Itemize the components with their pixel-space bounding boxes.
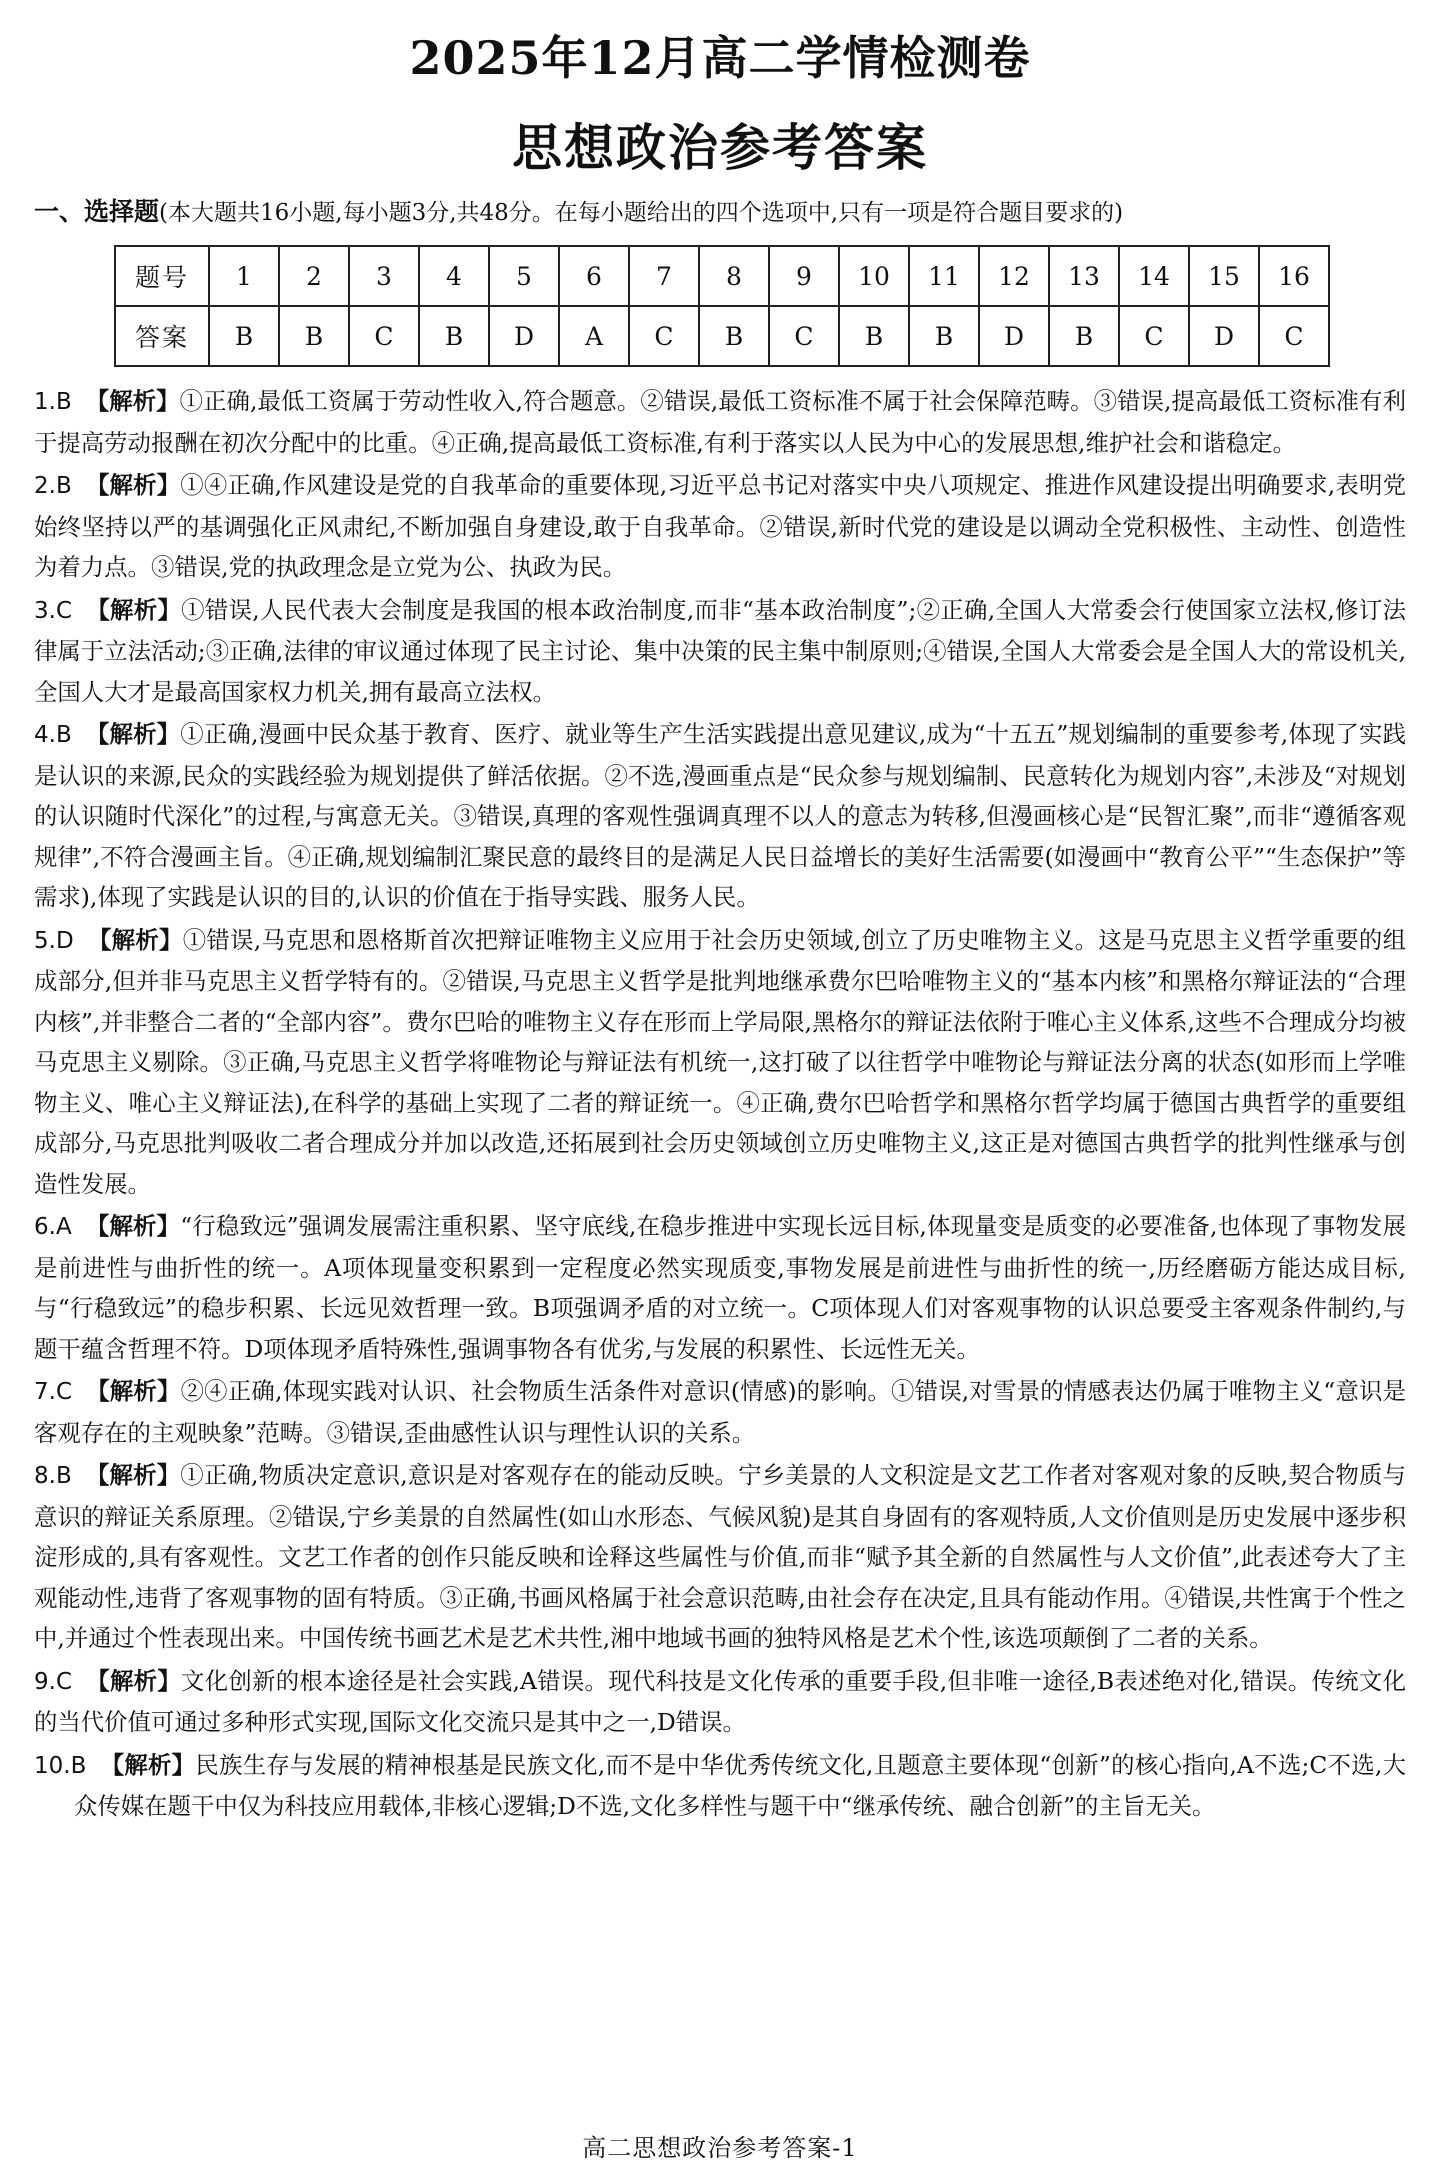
- analysis-text: ①④正确,作风建设是党的自我革命的重要体现,习近平总书记对落实中央八项规定、推进作风建设提出明确要求,表明党始终坚持以严的基调强化正风肃纪,不断加强自身建设,敢于自我革命。②错误,新时代党的建设是以调动全党积极性、主动性、创造性为着力点。③错误,党的执政理念是立党为公、执政为民。: [34, 471, 1406, 581]
- section-heading: [34, 196, 1406, 229]
- question-number: 4.: [34, 722, 56, 748]
- question-number-cell: 5: [489, 246, 559, 306]
- question-answer: B: [55, 389, 72, 415]
- analysis-tag: 【解析】: [86, 595, 182, 624]
- question-number: 10.: [34, 1752, 71, 1779]
- question-number: 7.: [34, 1379, 56, 1405]
- document-title: 2025年12月高二学情检测卷: [409, 31, 1031, 85]
- explanation-item: [34, 920, 1406, 1205]
- question-number-cell: 10: [839, 246, 909, 306]
- analysis-tag: 【解析】: [85, 387, 180, 415]
- answer-cell: A: [559, 306, 629, 366]
- row-label-number: 题号: [115, 246, 209, 306]
- answer-cell: B: [209, 306, 279, 366]
- question-answer: B: [55, 473, 72, 499]
- analysis-tag: 【解析】: [85, 1212, 181, 1240]
- question-number: 5.: [34, 927, 56, 954]
- explanation-item: [34, 1745, 1406, 1827]
- question-number: 8.: [34, 1463, 56, 1489]
- question-answer: C: [55, 1668, 73, 1695]
- answer-cell: D: [979, 306, 1049, 366]
- answer-table-answer-row: [115, 306, 1329, 366]
- document-subtitle: 思想政治参考答案: [512, 118, 928, 177]
- analysis-tag: 【解析】: [100, 1750, 196, 1779]
- question-number: 2.: [34, 473, 56, 499]
- answer-cell: C: [349, 306, 419, 366]
- question-number-cell: 1: [209, 246, 279, 306]
- explanation-item: [34, 1371, 1406, 1453]
- answer-cell: C: [769, 306, 839, 366]
- analysis-tag: 【解析】: [86, 1666, 182, 1695]
- question-number-cell: 12: [979, 246, 1049, 306]
- question-answer: B: [55, 1463, 72, 1489]
- answer-cell: B: [279, 306, 349, 366]
- question-number-cell: 15: [1189, 246, 1259, 306]
- analysis-tag: 【解析】: [85, 720, 181, 748]
- answer-cell: C: [1259, 306, 1329, 366]
- section-note: (本大题共16小题,每小题3分,共48分。在每小题给出的四个选项中,只有一项是符合题目要求的): [159, 200, 1124, 226]
- analysis-text: ①错误,人民代表大会制度是我国的根本政治制度,而非“基本政治制度”;②正确,全国人大常委会行使国家立法权,修订法律属于立法活动;③正确,法律的审议通过体现了民主讨论、集中决策的民主集中制原则;④错误,全国人大常委会是全国人大的常设机关,全国人大才是最高国家权力机关,拥有最高立法权。: [34, 595, 1406, 706]
- explanation-item: [34, 1661, 1406, 1743]
- explanation-item: [34, 1206, 1406, 1369]
- answer-cell: D: [1189, 306, 1259, 366]
- question-number-cell: 9: [769, 246, 839, 306]
- answer-cell: B: [839, 306, 909, 366]
- explanation-list: [34, 381, 1406, 1827]
- analysis-text: 民族生存与发展的精神根基是民族文化,而不是中华优秀传统文化,且题意主要体现“创新”的核心指向,A不选;C不选,大众传媒在题干中仅为科技应用载体,非核心逻辑;D不选,文化多样性与题干中“继承传统、融合创新”的主旨无关。: [74, 1750, 1407, 1820]
- answer-cell: B: [419, 306, 489, 366]
- explanation-item: [34, 590, 1406, 713]
- analysis-text: 文化创新的根本途径是社会实践,A错误。现代科技是文化传承的重要手段,但非唯一途径,B表述绝对化,错误。传统文化的当代价值可通过多种形式实现,国际文化交流只是其中之一,D错误。: [34, 1666, 1406, 1736]
- question-number: 9.: [34, 1668, 56, 1695]
- explanation-item: [34, 465, 1406, 588]
- analysis-tag: 【解析】: [85, 471, 181, 499]
- question-number-cell: 2: [279, 246, 349, 306]
- analysis-text: ①正确,最低工资属于劳动性收入,符合题意。②错误,最低工资标准不属于社会保障范畴。③错误,提高最低工资标准有利于提高劳动报酬在初次分配中的比重。④正确,提高最低工资标准,有利于落实以人民为中心的发展思想,维护社会和谐稳定。: [34, 387, 1406, 457]
- question-number: 6.: [34, 1214, 56, 1240]
- question-answer: D: [55, 927, 74, 954]
- question-number-cell: 4: [419, 246, 489, 306]
- question-number-cell: 13: [1049, 246, 1119, 306]
- question-number-cell: 11: [909, 246, 979, 306]
- answer-cell: B: [909, 306, 979, 366]
- question-number: 3.: [34, 597, 56, 624]
- question-answer: C: [55, 597, 73, 624]
- question-answer: C: [55, 1379, 73, 1405]
- analysis-tag: 【解析】: [85, 1461, 181, 1489]
- question-number-cell: 3: [349, 246, 419, 306]
- question-number-cell: 14: [1119, 246, 1189, 306]
- question-number-cell: 6: [559, 246, 629, 306]
- question-answer: B: [55, 722, 72, 748]
- explanation-item: [34, 381, 1406, 463]
- answer-cell: C: [629, 306, 699, 366]
- question-answer: B: [70, 1752, 87, 1779]
- analysis-text: ①正确,物质决定意识,意识是对客观存在的能动反映。宁乡美景的人文积淀是文艺工作者对客观对象的反映,契合物质与意识的辩证关系原理。②错误,宁乡美景的自然属性(如山水形态、气候风貌)是其自身固有的客观特质,人文价值则是历史发展中逐步积淀形成的,具有客观性。文艺工作者的创作只能反映和诠释这些属性与价值,而非“赋予其全新的自然属性与人文价值”,此表述夸大了主观能动性,违背了客观事物的固有特质。③正确,书画风格属于社会意识范畴,由社会存在决定,且具有能动作用。④错误,共性寓于个性之中,并通过个性表现出来。中国传统书画艺术是艺术共性,湘中地域书画的独特风格是艺术个性,该选项颠倒了二者的关系。: [34, 1461, 1406, 1652]
- answer-cell: D: [489, 306, 559, 366]
- question-number-cell: 8: [699, 246, 769, 306]
- page-footer: 高二思想政治参考答案-1: [582, 2134, 858, 2162]
- analysis-tag: 【解析】: [87, 925, 183, 954]
- answer-cell: B: [1049, 306, 1119, 366]
- answer-table: [114, 245, 1330, 367]
- analysis-text: ②④正确,体现实践对认识、社会物质生活条件对意识(情感)的影响。①错误,对雪景的情感表达仍属于唯物主义“意识是客观存在的主观映象”范畴。③错误,歪曲感性认识与理性认识的关系。: [34, 1377, 1407, 1447]
- answer-cell: C: [1119, 306, 1189, 366]
- explanation-item: [34, 714, 1406, 918]
- question-number: 1.: [34, 389, 56, 415]
- answer-table-number-row: [115, 246, 1329, 306]
- answer-cell: B: [699, 306, 769, 366]
- analysis-tag: 【解析】: [86, 1377, 181, 1405]
- analysis-text: ①正确,漫画中民众基于教育、医疗、就业等生产生活实践提出意见建议,成为“十五五”规划编制的重要参考,体现了实践是认识的来源,民众的实践经验为规划提供了鲜活依据。②不选,漫画重点是“民众参与规划编制、民意转化为规划内容”,未涉及“对规划的认识随时代深化”的过程,与寓意无关。③错误,真理的客观性强调真理不以人的意志为转移,但漫画核心是“民智汇聚”,而非“遵循客观规律”,不符合漫画主旨。④正确,规划编制汇聚民意的最终目的是满足人民日益增长的美好生活需要(如漫画中“教育公平”“生态保护”等需求),体现了实践是认识的目的,认识的价值在于指导实践、服务人民。: [34, 720, 1407, 911]
- section-lead: 一、选择题: [34, 197, 160, 226]
- question-answer: A: [55, 1214, 72, 1240]
- question-number-cell: 7: [629, 246, 699, 306]
- explanation-item: [34, 1455, 1406, 1659]
- row-label-answer: 答案: [115, 306, 209, 366]
- analysis-text: “行稳致远”强调发展需注重积累、坚守底线,在稳步推进中实现长远目标,体现量变是质变的必要准备,也体现了事物发展是前进性与曲折性的统一。A项体现量变积累到一定程度必然实现质变,事物发展是前进性与曲折性的统一,历经磨砺方能达成目标,与“行稳致远”的稳步积累、长远见效哲理一致。B项强调矛盾的对立统一。C项体现人们对客观事物的认识总要受主客观条件制约,与题干蕴含哲理不符。D项体现矛盾特殊性,强调事物各有优劣,与发展的积累性、长远性无关。: [34, 1212, 1407, 1363]
- analysis-text: ①错误,马克思和恩格斯首次把辩证唯物主义应用于社会历史领域,创立了历史唯物主义。这是马克思主义哲学重要的组成部分,但并非马克思主义哲学特有的。②错误,马克思主义哲学是批判地继承费尔巴哈唯物主义的“基本内核”和黑格尔辩证法的“合理内核”,并非整合二者的“全部内容”。费尔巴哈的唯物主义存在形而上学局限,黑格尔的辩证法依附于唯心主义体系,这些不合理成分均被马克思主义剔除。③正确,马克思主义哲学将唯物论与辩证法有机统一,这打破了以往哲学中唯物论与辩证法分离的状态(如形而上学唯物主义、唯心主义辩证法),在科学的基础上实现了二者的辩证统一。④正确,费尔巴哈哲学和黑格尔哲学均属于德国古典哲学的重要组成部分,马克思批判吸收二者合理成分并加以改造,还拓展到社会历史领域创立历史唯物主义,这正是对德国古典哲学的批判性继承与创造性发展。: [34, 925, 1407, 1198]
- question-number-cell: 16: [1259, 246, 1329, 306]
